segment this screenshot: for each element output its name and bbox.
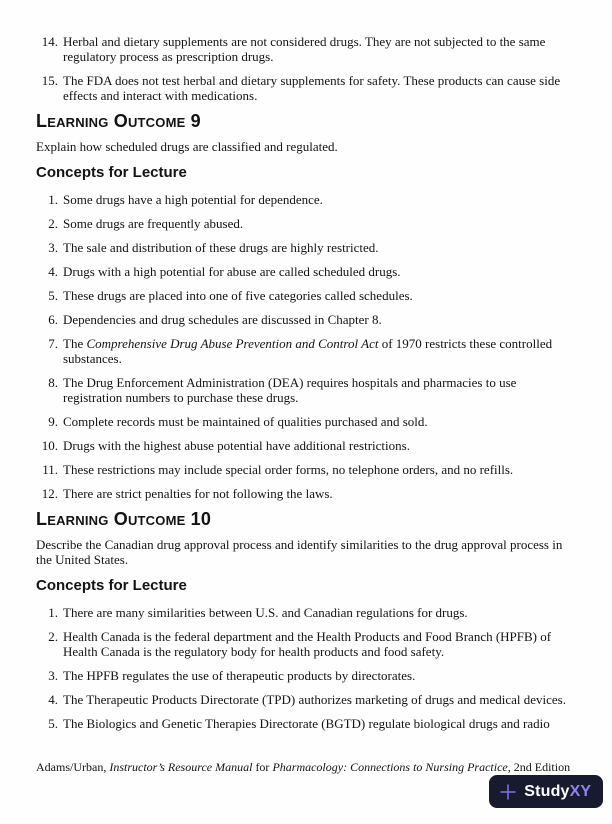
list-item — [36, 414, 576, 429]
list-item-text: Drugs with the highest abuse potential have additional restrictions. — [63, 438, 410, 453]
list-item-number: 10. — [41, 438, 58, 453]
list-item — [36, 312, 576, 327]
list-item-text: Drugs with a high potential for abuse are called scheduled drugs. — [63, 264, 401, 279]
list-item-text: These drugs are placed into one of five categories called schedules. — [63, 288, 413, 303]
plus-icon — [499, 783, 517, 801]
list-item — [36, 692, 576, 707]
list-item — [36, 240, 576, 255]
list-item-number: 4. — [48, 264, 58, 279]
footer-book-title: Pharmacology: Connections to Nursing Practice — [272, 760, 508, 774]
list-item — [36, 375, 576, 405]
list-item — [36, 668, 576, 683]
list-item-text: Complete records must be maintained of qualities purchased and sold. — [63, 414, 428, 429]
footer-authors: Adams/Urban, — [36, 760, 110, 774]
list-item-text: The sale and distribution of these drugs are highly restricted. — [63, 240, 379, 255]
list-item-text: There are many similarities between U.S. and Canadian regulations for drugs. — [63, 605, 468, 620]
footer-credit — [36, 760, 576, 774]
list-item-number: 15. — [41, 73, 58, 88]
list-item-text: The Biologics and Genetic Therapies Directorate (BGTD) regulate biological drugs and radio — [63, 716, 550, 731]
list-item-text — [63, 336, 576, 366]
list-item-number: 12. — [41, 486, 58, 501]
list-item-number: 5. — [48, 716, 58, 731]
list-item — [36, 73, 576, 103]
list-item-number: 14. — [41, 34, 58, 49]
list-item-number: 7. — [48, 336, 58, 351]
list-item-text: Dependencies and drug schedules are discussed in Chapter 8. — [63, 312, 382, 327]
footer-edition: , 2nd Edition — [507, 760, 571, 774]
list-item — [36, 34, 576, 64]
list-item-text: The HPFB regulates the use of therapeutic products by directorates. — [63, 668, 416, 683]
concepts-for-lecture-heading: Concepts for Lecture — [36, 577, 187, 594]
learning-outcome-10-description: Describe the Canadian drug approval process and identify similarities to the drug approval process in the United States. — [36, 537, 563, 567]
list-item-text: The Drug Enforcement Administration (DEA) requires hospitals and pharmacies to use registration numbers to purchase these drugs. — [63, 375, 517, 405]
list-item — [36, 462, 576, 477]
list-item-text-segment: of 1970 restricts these controlled substances. — [63, 336, 553, 366]
list-item — [36, 192, 576, 207]
list-item — [36, 216, 576, 231]
footer-for: for — [252, 760, 273, 774]
learning-outcome-9-description: Explain how scheduled drugs are classified and regulated. — [36, 139, 338, 154]
list-item — [36, 264, 576, 279]
list-item-text: Some drugs are frequently abused. — [63, 216, 244, 231]
list-item-number: 8. — [48, 375, 58, 390]
list-item-text: The Therapeutic Products Directorate (TPD) authorizes marketing of drugs and medical devices. — [63, 692, 566, 707]
list-item-number: 1. — [48, 192, 58, 207]
list-item-number: 3. — [48, 668, 58, 683]
learning-outcome-10-heading: Learning Outcome 10 — [36, 509, 212, 529]
list-item-text-segment: The — [63, 336, 87, 351]
list-item-text: Some drugs have a high potential for dependence. — [63, 192, 323, 207]
list-item-text: Herbal and dietary supplements are not considered drugs. They are not subjected to the same regulatory process as prescription drugs. — [63, 34, 546, 64]
list-item-number: 6. — [48, 312, 58, 327]
brand-name — [524, 784, 591, 799]
list-item — [36, 336, 576, 366]
list-item — [36, 629, 576, 659]
list-item-text: The FDA does not test herbal and dietary supplements for safety. These products can cause side effects and interact with medications. — [63, 73, 561, 103]
list-item — [36, 716, 576, 731]
list-item-number: 2. — [48, 629, 58, 644]
brand-name-accent: XY — [569, 783, 591, 800]
list-item-number: 9. — [48, 414, 58, 429]
list-item — [36, 486, 576, 501]
list-item-text: These restrictions may include special order forms, no telephone orders, and no refills. — [63, 462, 514, 477]
list-item — [36, 438, 576, 453]
concepts-for-lecture-heading: Concepts for Lecture — [36, 164, 187, 181]
list-item-number: 5. — [48, 288, 58, 303]
list-item-number: 2. — [48, 216, 58, 231]
list-item-number: 11. — [42, 462, 58, 477]
list-item — [36, 288, 576, 303]
studyxy-logo-badge — [489, 775, 603, 808]
footer-manual-title: Instructor’s Resource Manual — [109, 760, 253, 774]
list-item-text: There are strict penalties for not following the laws. — [63, 486, 333, 501]
list-item-number: 4. — [48, 692, 58, 707]
list-item-number: 3. — [48, 240, 58, 255]
list-item-number: 1. — [48, 605, 58, 620]
brand-name-primary: Study — [524, 783, 570, 800]
act-title-italic: Comprehensive Drug Abuse Prevention and Control Act — [86, 336, 379, 351]
list-item — [36, 605, 576, 620]
list-item-text: Health Canada is the federal department and the Health Products and Food Branch (HPFB) of Health Canada is the regulatory body for health products and food safety. — [63, 629, 552, 659]
learning-outcome-9-heading: Learning Outcome 9 — [36, 111, 201, 131]
